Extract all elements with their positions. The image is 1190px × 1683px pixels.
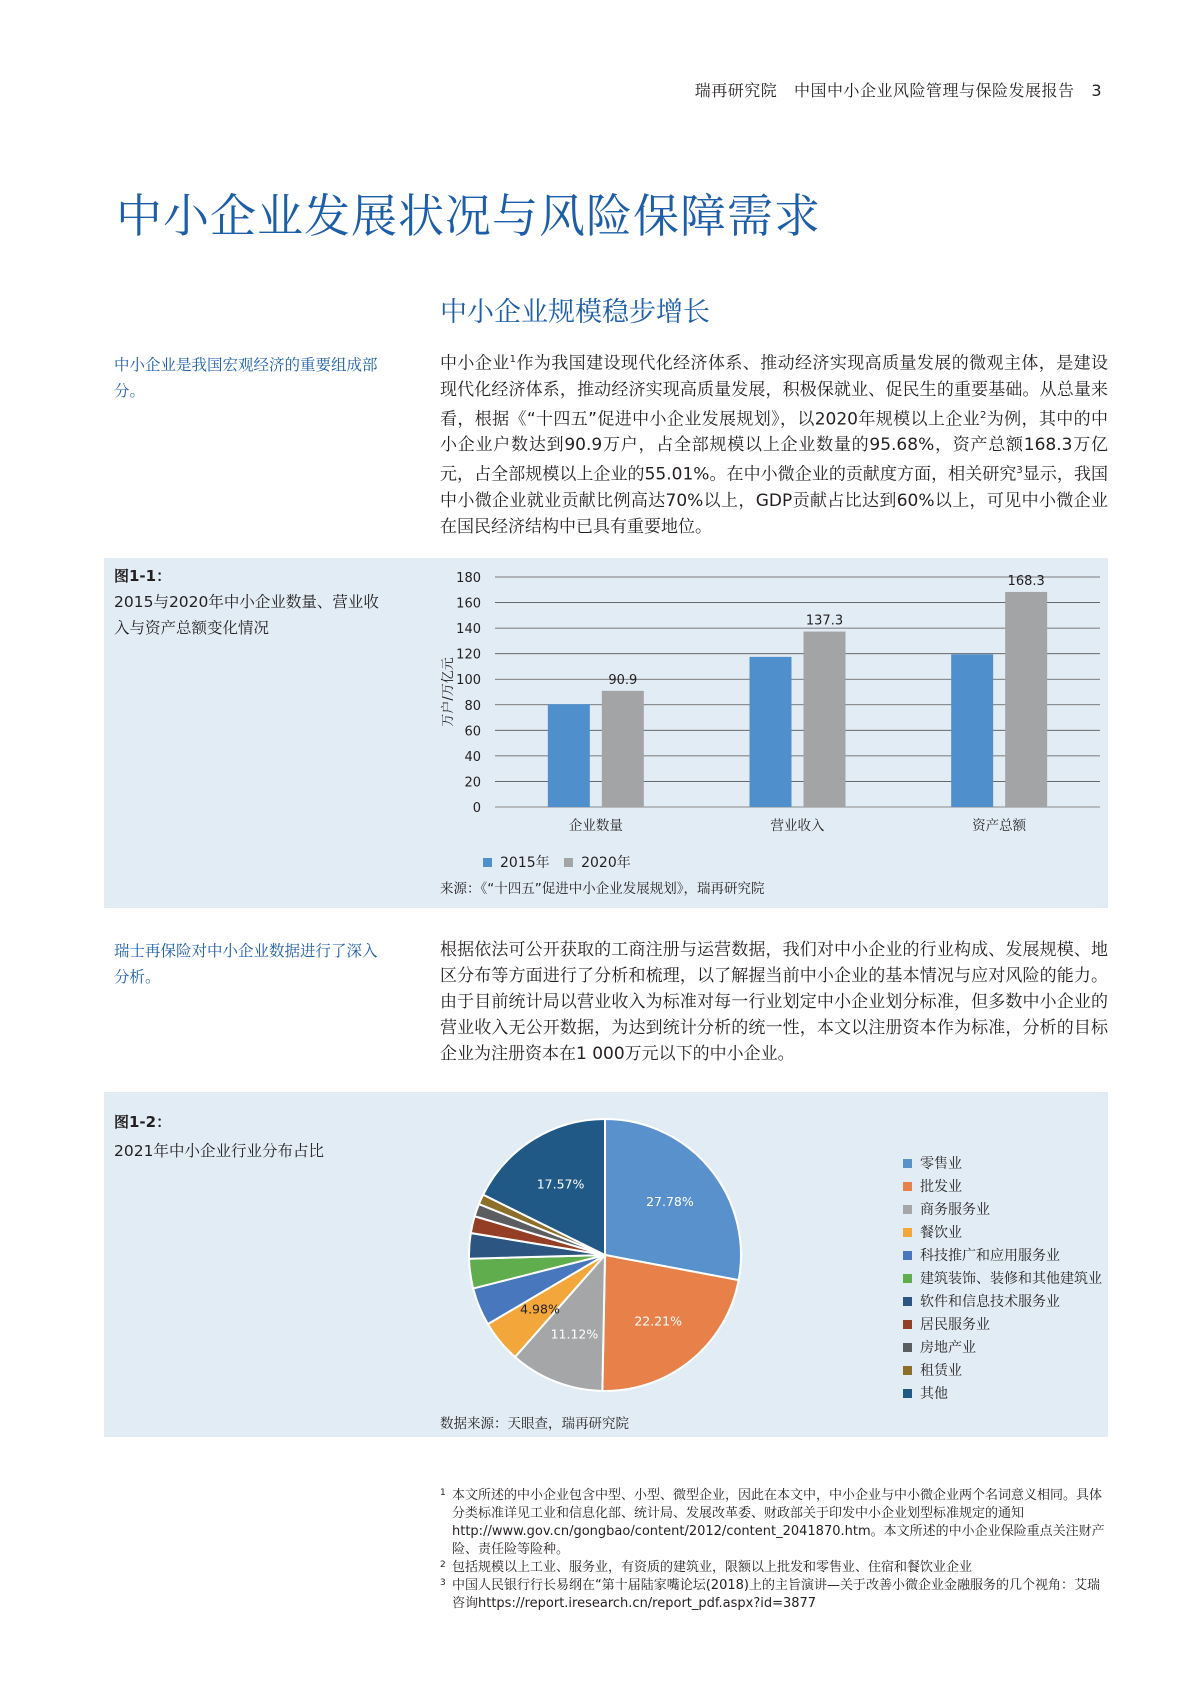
pie-data-label: 17.57% — [536, 1176, 585, 1192]
bar-legend — [483, 852, 631, 872]
bar-chart — [430, 560, 1108, 878]
legend-label: 零售业 — [920, 1156, 962, 1172]
footnote-ref-3[interactable]: 3 — [1016, 465, 1023, 477]
footnote-2: 2 包括规模以上工业、服务业，有资质的建筑业，限额以上批发和零售业、住宿和餐饮业企业 — [440, 1560, 973, 1575]
bar-2015-1 — [750, 657, 792, 807]
legend-2020: 2020年 — [564, 855, 631, 871]
page-title: 中小企业发展状况与风险保障需求 — [116, 189, 821, 243]
footnotes — [440, 1487, 1108, 1613]
y-tick-label: 140 — [456, 622, 481, 638]
figure-1-1-title: 2015与2020年中小企业数量、营业收入与资产总额变化情况 — [114, 593, 379, 637]
legend-swatch — [903, 1182, 912, 1191]
pie-legend-item — [903, 1360, 1102, 1383]
figure-1-1-label: 图1-1： — [114, 567, 172, 585]
pie-legend-item — [903, 1222, 1102, 1245]
bar-2020-2 — [1005, 592, 1047, 807]
sidenote-2: 瑞士再保险对中小企业数据进行了深入分析。 — [114, 942, 378, 986]
section2-paragraph: 根据依法可公开获取的工商注册与运营数据，我们对中小企业的行业构成、发展规模、地区分布等方面进行了分析和梳理，以了解握当前中小企业的基本情况与应对风险的能力。由于目前统计局以营业收入为标准对每一行业划定中小企业划分标准，但多数中小企业的营业收入无公开数据，为达到统计分析的统一性，本文以注册资本作为标准，分析的目标企业为注册资本在1 000万元以下的中小企业。 — [440, 940, 1108, 1064]
footnote-ref-2[interactable]: 2 — [980, 409, 987, 421]
footnote-ref-1[interactable]: 1 — [509, 354, 517, 365]
y-tick-label: 80 — [464, 698, 481, 714]
page-number: 3 — [1091, 81, 1102, 100]
legend-swatch — [903, 1343, 912, 1352]
running-header — [695, 78, 1102, 101]
sidenote-1: 中小企业是我国宏观经济的重要组成部分。 — [114, 356, 378, 400]
figure-1-2-source: 数据来源：天眼查，瑞再研究院 — [440, 1416, 629, 1432]
header-org: 瑞再研究院 — [694, 81, 778, 100]
legend-swatch — [903, 1366, 912, 1375]
x-category-label: 企业数量 — [568, 818, 623, 834]
section1-paragraph: 中小企业$^1$作为我国建设现代化经济体系、推动经济实现高质量发展的微观主体，是建设现代化经济体系，推动经济实现高质量发展，积极保就业、促民生的重要基础。从总量来看，根据《“十四五”促进中小企业发展规划》，以2020年规模以上企业$^2$为例，其中的中小企业户数达到90.9万户，占全部规模以上企业数量的95.68%，资产总额168.3万亿元，占全部规模以上企业的55.01%。在中小微企业的贡献度方面，相关研究$^3$显示，我国中小微企业就业贡献比例高达70%以上，GDP贡献占比达到60%以上，可见中小微企业在国民经济结构中已具有重要地位。 — [440, 353, 1109, 537]
legend-swatch — [903, 1320, 912, 1329]
legend-swatch — [903, 1251, 912, 1260]
bar-data-label: 137.3 — [805, 613, 844, 629]
legend-swatch — [903, 1297, 912, 1306]
y-tick-label: 0 — [472, 801, 481, 816]
footnote-3: 3 中国人民银行行长易纲在“第十届陆家嘴论坛(2018)上的主旨演讲—关于改善小微企业金融服务的几个视角：艾瑞咨询https://report.iresearch.cn/report_pdf.aspx?id=3877 — [440, 1578, 1100, 1611]
pie-data-label: 4.98% — [520, 1301, 560, 1317]
pie-legend-item — [903, 1199, 1102, 1222]
pie-data-label: 27.78% — [646, 1194, 694, 1210]
pie-legend-item — [903, 1314, 1102, 1337]
bar-data-label: 90.9 — [608, 672, 638, 688]
legend-2015: 2015年 — [483, 855, 550, 871]
y-tick-label: 160 — [456, 596, 481, 612]
legend-label: 批发业 — [920, 1179, 962, 1195]
y-axis-label: 万户/万亿元 — [441, 657, 456, 727]
pie-legend-item — [903, 1153, 1102, 1176]
bar-2015-2 — [951, 654, 993, 807]
x-category-label: 资产总额 — [972, 818, 1027, 834]
legend-swatch — [903, 1159, 912, 1168]
legend-label: 居民服务业 — [920, 1317, 990, 1333]
y-tick-label: 60 — [464, 724, 481, 740]
pie-legend — [903, 1153, 1102, 1406]
legend-swatch — [903, 1274, 912, 1283]
legend-label: 其他 — [920, 1386, 948, 1402]
figure-1-2-label: 图1-2： — [114, 1113, 172, 1131]
legend-label: 建筑装饰、装修和其他建筑业 — [920, 1271, 1102, 1287]
pie-chart — [455, 1105, 755, 1405]
x-category-label: 营业收入 — [770, 818, 825, 834]
bar-2020-0 — [602, 691, 644, 807]
pie-legend-item — [903, 1245, 1102, 1268]
legend-label: 软件和信息技术服务业 — [920, 1294, 1060, 1310]
legend-swatch-2015 — [483, 858, 492, 867]
legend-swatch — [903, 1228, 912, 1237]
pie-legend-item — [903, 1337, 1102, 1360]
y-tick-label: 120 — [456, 647, 481, 663]
footnote-1: 1 本文所述的中小企业包含中型、小型、微型企业，因此在本文中，中小企业与中小微企业两个名词意义相同。具体分类标准详见工业和信息化部、统计局、发展改革委、财政部关于印发中小企业划型标准规定的通知http://www.gov.cn/gongbao/content/2012/content_2041870.htm。本文所述的中小企业保险重点关注财产险、责任险等险种。 — [440, 1488, 1105, 1557]
pie-legend-item — [903, 1291, 1102, 1314]
y-tick-label: 40 — [464, 749, 481, 765]
figure-1-2-title: 2021年中小企业行业分布占比 — [114, 1142, 324, 1160]
pie-data-label: 11.12% — [550, 1326, 599, 1342]
pie-legend-item — [903, 1383, 1102, 1406]
legend-label: 商务服务业 — [920, 1202, 990, 1218]
y-tick-label: 20 — [464, 775, 481, 791]
figure-1-1-source: 来源：《“十四五”促进中小企业发展规划》，瑞再研究院 — [440, 881, 765, 897]
pie-legend-item — [903, 1268, 1102, 1291]
bar-2020-1 — [804, 632, 846, 807]
legend-label: 餐饮业 — [920, 1225, 962, 1241]
legend-label: 租赁业 — [920, 1363, 962, 1379]
y-tick-label: 100 — [456, 673, 481, 689]
y-tick-label: 180 — [456, 571, 481, 586]
section-heading: 中小企业规模稳步增长 — [440, 297, 710, 328]
pie-data-label: 22.21% — [634, 1313, 683, 1329]
legend-label: 房地产业 — [920, 1340, 976, 1356]
legend-swatch — [903, 1389, 912, 1398]
bar-2015-0 — [548, 704, 590, 807]
pie-legend-item — [903, 1176, 1102, 1199]
legend-swatch — [903, 1205, 912, 1214]
legend-swatch-2020 — [564, 858, 573, 867]
header-report-title: 中国中小企业风险管理与保险发展报告 — [794, 81, 1075, 100]
bar-data-label: 168.3 — [1007, 573, 1045, 589]
legend-label: 科技推广和应用服务业 — [920, 1248, 1060, 1264]
